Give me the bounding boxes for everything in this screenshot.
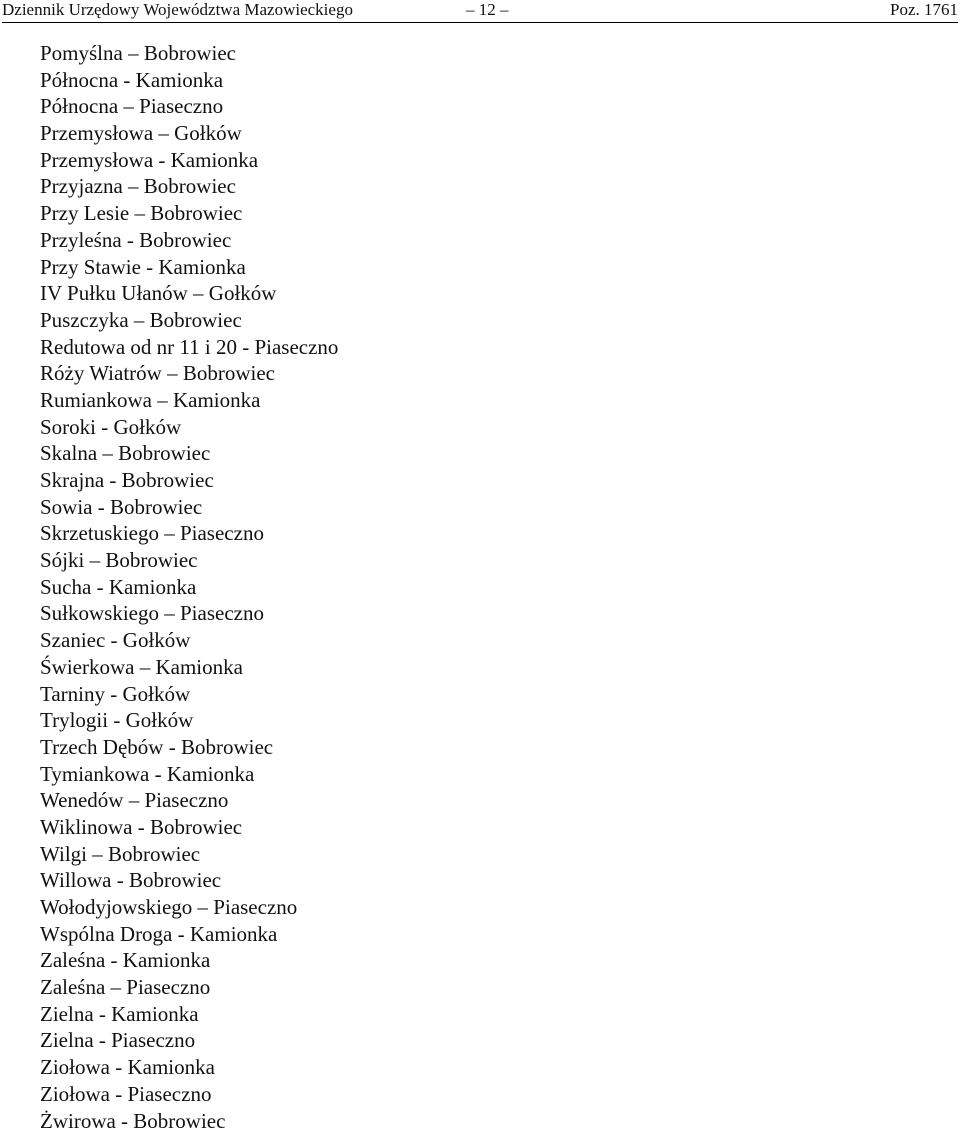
street-entry: Szaniec - Gołków (40, 628, 191, 653)
street-entry: Trzech Dębów - Bobrowiec (40, 734, 274, 759)
street-entry: Przyleśna - Bobrowiec (40, 227, 232, 252)
street-entry: Przemysłowa – Gołków (40, 121, 242, 146)
street-entry: Przy Stawie - Kamionka (40, 254, 246, 279)
street-entry: Zaleśna – Piaseczno (40, 975, 211, 1000)
page-header (2, 0, 958, 23)
street-entry: Północna – Piaseczno (40, 94, 224, 119)
street-entry: Wiklinowa - Bobrowiec (40, 814, 243, 839)
street-entry: Skrajna - Bobrowiec (40, 468, 214, 492)
street-list (40, 40, 338, 1134)
street-entry: Trylogii - Gołków (40, 708, 194, 733)
street-entry: Żwirowa - Bobrowiec (40, 1108, 226, 1133)
street-entry: Tymiankowa - Kamionka (40, 761, 255, 786)
street-entry: IV Pułku Ułanów – Gołków (40, 281, 277, 306)
street-entry: Zielna - Piaseczno (40, 1028, 196, 1053)
street-entry: Róży Wiatrów – Bobrowiec (40, 361, 275, 386)
street-entry: Wenedów – Piaseczno (40, 788, 229, 813)
street-entry: Wołodyjowskiego – Piaseczno (40, 895, 298, 919)
street-entry: Pomyślna – Bobrowiec (40, 41, 236, 65)
street-entry: Sójki – Bobrowiec (40, 548, 198, 573)
street-entry: Świerkowa – Kamionka (40, 654, 243, 679)
street-entry: Skalna – Bobrowiec (40, 441, 211, 466)
street-entry: Zielna - Kamionka (40, 1001, 199, 1026)
street-entry: Zaleśna - Kamionka (40, 948, 211, 973)
street-entry: Północna - Kamionka (40, 67, 224, 92)
position-reference: Poz. 1761 (890, 0, 958, 19)
street-entry: Sułkowskiego – Piaseczno (40, 601, 264, 626)
street-entry: Przyjazna – Bobrowiec (40, 174, 236, 199)
journal-title: Dziennik Urzędowy Województwa Mazowieckiego (2, 0, 353, 19)
page-number: – 12 – (466, 0, 509, 19)
street-entry: Rumiankowa – Kamionka (40, 387, 261, 412)
street-entry: Sucha - Kamionka (40, 574, 197, 599)
street-entry: Przy Lesie – Bobrowiec (40, 201, 243, 226)
street-entry: Puszczyka – Bobrowiec (40, 307, 242, 332)
street-entry: Ziołowa - Kamionka (40, 1055, 215, 1080)
street-entry: Wilgi – Bobrowiec (40, 841, 201, 866)
street-entry: Wspólna Droga - Kamionka (40, 921, 278, 946)
street-entry: Przemysłowa - Kamionka (40, 147, 259, 172)
street-entry: Skrzetuskiego – Piaseczno (40, 521, 264, 546)
street-entry: Ziołowa - Piaseczno (40, 1081, 212, 1106)
street-entry: Sowia - Bobrowiec (40, 494, 203, 519)
street-entry: Willowa - Bobrowiec (40, 868, 222, 893)
street-entry: Redutowa od nr 11 i 20 - Piaseczno (40, 334, 339, 359)
street-entry: Soroki - Gołków (40, 414, 182, 439)
street-entry: Tarniny - Gołków (40, 681, 191, 706)
